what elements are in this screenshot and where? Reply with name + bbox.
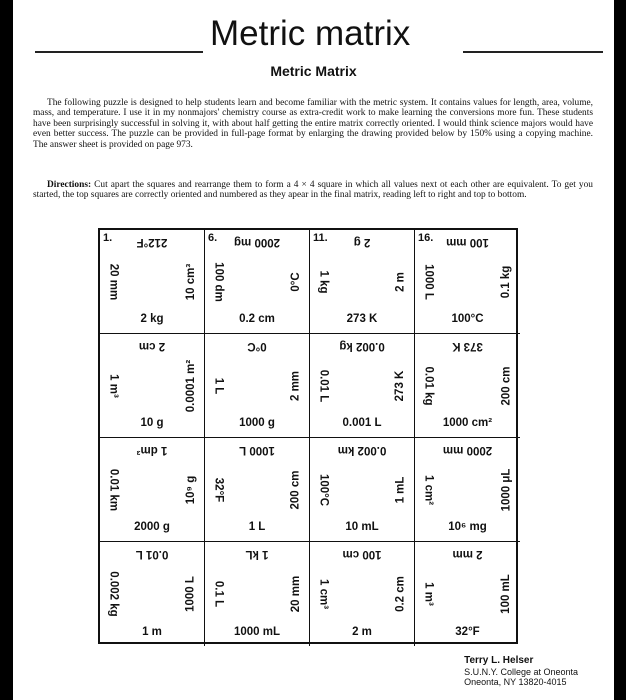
square-bottom-value: 2000 g xyxy=(134,521,170,533)
square-top-value: 2 cm xyxy=(138,340,166,352)
matrix-square xyxy=(415,334,520,438)
square-right-value: 200 cm xyxy=(289,469,302,510)
square-bottom-value: 10 g xyxy=(140,417,164,429)
directions-paragraph xyxy=(33,180,593,201)
square-bottom-value: 273 K xyxy=(346,313,378,325)
matrix-square xyxy=(205,334,310,438)
square-bottom-value: 1000 cm² xyxy=(442,417,493,429)
square-top-value: 0°C xyxy=(247,340,267,352)
left-black-border xyxy=(0,0,13,700)
matrix-square xyxy=(205,438,310,542)
square-left-value: 0.002 kg xyxy=(107,571,120,617)
matrix-square xyxy=(100,334,205,438)
author-credit xyxy=(464,656,578,688)
square-bottom-value: 2 m xyxy=(352,626,372,638)
square-bottom-value: 10⁶ mg xyxy=(448,521,487,533)
square-left-value: 100°C xyxy=(317,473,330,506)
document-page xyxy=(13,0,614,700)
matrix-square xyxy=(415,230,520,334)
square-bottom-value: 100°C xyxy=(451,313,484,325)
square-right-value: 2 mm xyxy=(289,370,302,401)
square-top-value: 1 kL xyxy=(245,548,269,560)
square-top-value: 100 cm xyxy=(342,548,382,560)
square-bottom-value: 10 mL xyxy=(345,521,379,533)
title-area xyxy=(35,14,595,54)
square-number: 11. xyxy=(313,232,328,244)
square-top-value: 2 mm xyxy=(452,548,483,560)
matrix-square xyxy=(205,542,310,646)
square-left-value: 1 L xyxy=(212,377,225,394)
matrix-square xyxy=(310,542,415,646)
matrix-square xyxy=(310,334,415,438)
square-number: 6. xyxy=(208,232,218,244)
square-top-value: 100 mm xyxy=(446,236,489,248)
square-left-value: 0.01 km xyxy=(107,468,120,511)
directions-text: Cut apart the squares and rearrange them to form a 4 × 4 square in which all values next ot each other are equivalent. To get you started, the top squares are correctly oriented and numbered as they apear in the final matrix, reading left to right and top to bottom. xyxy=(33,180,593,201)
square-right-value: 0.2 cm xyxy=(394,576,407,612)
square-number: 1. xyxy=(103,232,113,244)
square-left-value: 1 kg xyxy=(317,269,330,294)
square-left-value: 1000 L xyxy=(422,263,435,300)
square-left-value: 1 cm³ xyxy=(317,578,330,610)
square-bottom-value: 1000 mL xyxy=(233,626,281,638)
matrix-square xyxy=(100,230,205,334)
square-bottom-value: 32°F xyxy=(455,626,480,638)
square-top-value: 373 K xyxy=(452,340,483,352)
square-left-value: 1 m³ xyxy=(422,582,435,606)
square-left-value: 100 dm xyxy=(212,261,225,302)
square-bottom-value: 2 kg xyxy=(140,313,164,325)
matrix-square xyxy=(415,438,520,542)
author-address: Oneonta, NY 13820-4015 xyxy=(464,677,567,687)
square-top-value: 2000 mm xyxy=(442,444,493,456)
square-right-value: 200 cm xyxy=(500,365,513,406)
matrix-square xyxy=(310,438,415,542)
article-subtitle: Metric Matrix xyxy=(270,63,357,79)
right-black-border xyxy=(614,0,626,700)
square-top-value: 212°F xyxy=(136,236,168,248)
square-right-value: 100 mL xyxy=(500,574,513,614)
square-top-value: 1000 L xyxy=(239,444,275,456)
square-top-value: 0.002 km xyxy=(337,444,387,456)
square-top-value: 0.01 L xyxy=(135,548,169,560)
square-number: 16. xyxy=(418,232,434,244)
matrix-square xyxy=(100,438,205,542)
metric-matrix-grid xyxy=(98,228,518,644)
title-rule-left xyxy=(35,51,203,53)
square-left-value: 0.1 L xyxy=(212,580,225,608)
square-bottom-value: 0.001 L xyxy=(342,417,382,429)
square-left-value: 0.01 L xyxy=(317,369,330,402)
square-left-value: 20 mm xyxy=(107,263,120,300)
square-right-value: 0°C xyxy=(289,271,302,292)
matrix-square xyxy=(310,230,415,334)
square-right-value: 0.0001 m² xyxy=(184,359,197,412)
directions-label: Directions: xyxy=(47,180,92,190)
square-right-value: 1000 L xyxy=(184,576,197,612)
author-name: Terry L. Helser xyxy=(464,655,534,666)
intro-paragraph: The following puzzle is designed to help students learn and become familiar with the metric system. It contains values for length, area, volume, mass, and temperature. I use it in my nonmajors' chemistry course as extra-credit work to make learning the conversions more fun. These students have been surprisingly successful in solving it, with about half getting the entire matrix correctly oriented. I would think science majors would have even better success. The puzzle can be provided in full-page format by enlarging the drawing provided below by 150% using a copying machine. The answer sheet is provided on page 973. xyxy=(33,98,593,150)
square-right-value: 1000 μL xyxy=(500,468,513,511)
square-right-value: 10⁹ g xyxy=(184,475,197,504)
author-affiliation: S.U.N.Y. College at Oneonta xyxy=(464,666,578,677)
square-right-value: 1 mL xyxy=(394,476,407,503)
square-top-value: 1 dm³ xyxy=(136,444,168,456)
square-top-value: 2 g xyxy=(353,236,371,248)
page-title: Metric matrix xyxy=(210,14,411,53)
matrix-square xyxy=(100,542,205,646)
square-left-value: 32°F xyxy=(212,477,225,502)
square-left-value: 0.01 kg xyxy=(422,366,435,405)
square-top-value: 2000 mg xyxy=(233,236,281,248)
square-right-value: 2 m xyxy=(394,271,407,292)
matrix-square xyxy=(205,230,310,334)
title-rule-right xyxy=(463,51,603,53)
square-bottom-value: 1 m xyxy=(142,626,162,638)
square-right-value: 20 mm xyxy=(289,575,302,613)
square-right-value: 10 cm³ xyxy=(184,263,197,300)
square-left-value: 1 m³ xyxy=(107,373,120,398)
square-bottom-value: 0.2 cm xyxy=(239,313,275,325)
matrix-square xyxy=(415,542,520,646)
square-top-value: 0.002 kg xyxy=(339,340,385,352)
square-right-value: 0.1 kg xyxy=(500,265,513,298)
square-bottom-value: 1000 g xyxy=(239,417,275,429)
square-right-value: 273 K xyxy=(394,370,407,401)
square-left-value: 1 cm² xyxy=(422,474,435,505)
square-bottom-value: 1 L xyxy=(248,521,266,533)
